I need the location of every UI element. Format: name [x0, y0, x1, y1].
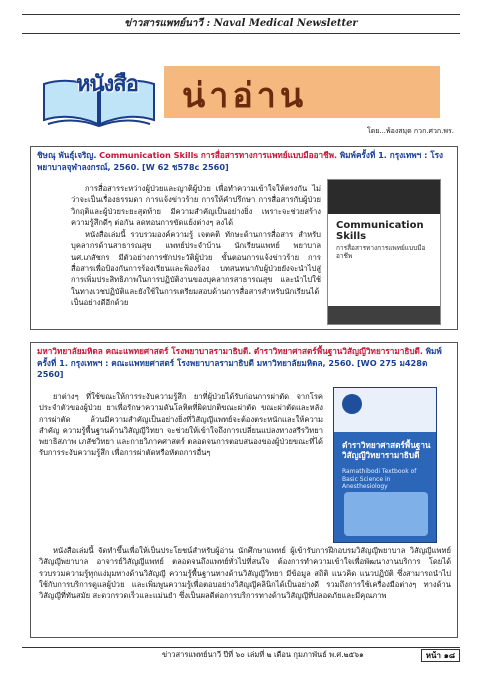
review-1-body — [71, 183, 321, 309]
review-1-paragraph: หนังสือเล่มนี้ รวบรวมองค์ความรู้ เจตคติ ทักษะด้านการสื่อสาร สำหรับบุคลากรด้านสาธารณสุข แพทย์ประจำบ้าน นักเรียนแพทย์ พยาบาล นศ.เภสัชกร มีตัวอย่างการซักประวัติผู้ป่วย ขั้นตอนการแจ้งข่าวร้าย การสื่อสารเพื่อป้องกันการร้องเรียนและฟ้องร้อง บทสนทนากับผู้ป่วยยังจะนำไปสู่การเพิ่มประสิทธิภาพในการปฏิบัติงานของบุคลากรสาธารณสุข และนำไปใช้ในทางเวชปฏิบัติและยังใช้ในการเตรียมสอบด้านการสื่อสารสำหรับนักเรียนได้เป็นอย่างดีอีกด้วย — [71, 230, 321, 307]
review-2-citation — [31, 343, 457, 383]
review-2-author: มหาวิทยาลัยมหิดล คณะแพทยศาสตร์ โรงพยาบาลรามาธิบดี. — [37, 346, 252, 356]
review-2-book-cover — [333, 387, 437, 543]
running-header-text: ข่าวสารแพทย์นาวี : Naval Medical Newsletter — [124, 18, 358, 29]
review-2-paragraph: ยาต่างๆ ที่ใช้ขณะให้การระงับความรู้สึก ยาที่ผู้ป่วยได้รับก่อนการผ่าตัด จากโรคประจำตัวของผู้ป่วย ยาเพื่อรักษาความดันโลหิตที่ผิดปกติขณะผ่าตัด ขณะผ่าตัดและหลังการผ่าตัด ล้วนมีความสำคัญเป็นอย่างยิ่งที่วิสัญญีแพทย์จะต้องตระหนักและให้ความสำคัญ ความรู้พื้นฐานด้านวิสัญญีวิทยา จะช่วยให้เข้าใจถึงการเปลี่ยนแปลงทางสรีรวิทยา พยาธิสภาพ เภสัชวิทยา และกายวิภาคศาสตร์ ตลอดจนการตอบสนองของผู้ป่วยขณะที่ได้รับการระงับความรู้สึก เพื่อการผ่าตัดหรือหัตถการอื่นๆ — [39, 392, 323, 458]
review-1-paragraph: การสื่อสารระหว่างผู้ป่วยและญาติผู้ป่วย เพื่อทำความเข้าใจให้ตรงกัน ไม่ว่าจะเป็นเรื่องธรรมดา การแจ้งข่าวร้าย การให้คำปรึกษา การสื่อสารกับผู้ป่วยวิกฤติและผู้ป่วยระยะสุดท้าย มีความสำคัญเป็นอย่างยิ่ง เพราะจะช่วยสร้างความรู้สึกดีๆ ต่อกัน ลดทอนการขัดแย้งต่างๆ ลงได้ — [71, 184, 321, 227]
review-2-title-th: ตำราวิทยาศาสตร์พื้นฐานวิสัญญีวิทยารามาธิบดี. — [253, 346, 423, 356]
review-2-paragraph: หนังสือเล่มนี้ จัดทำขึ้นเพื่อให้เป็นประโยชน์สำหรับผู้อ่าน นักศึกษาแพทย์ ผู้เข้ารับการฝึกอบรมวิสัญญีพยาบาล วิสัญญีแพทย์ วิสัญญีพยาบาล อาจารย์วิสัญญีแพทย์ ตลอดจนถึงแพทย์ทั่วไปที่สนใจ ต้องการทำความเข้าใจเพื่อพัฒนางานบริการ โดยได้รวบรวมความรู้ทุกแง่มุมทางด้านวิสัญญี ความรู้พื้นฐานทางด้านวิสัญญีวิทยา มีข้อมูล สถิติ แนวคิด แนวปฏิบัติ ซึ่งสามารถนำไปใช้กับการบริการดูแลผู้ป่วย และเพิ่มพูนความรู้เพื่อตอบอย่างวิสัญญีคลินิกได้เป็นอย่างดี รวมถึงการใช้เครื่องมือต่างๆ ทางด้านวิสัญญีที่ทันสมัย สะดวกรวดเร็วและแม่นยำ ซึ่งเป็นผลดีต่อการบริการทางด้านวิสัญญีที่ปลอดภัยและมีคุณภาพ — [39, 546, 451, 601]
cover-bar — [328, 306, 440, 324]
issue-info: ข่าวสารแพทย์นาวี ปีที่ ๖๐ เล่มที่ ๒ เดือน กุมภาพันธ์ พ.ศ.๒๕๖๑ — [162, 650, 364, 659]
column-title-box — [164, 66, 440, 118]
review-1-cover-subtitle: การสื่อสารทางการแพทย์แบบมืออาชีพ — [336, 244, 426, 260]
column-masthead — [40, 62, 440, 132]
review-2-cover-subtitle: Ramathibodi Textbook of Basic Science in Anesthesiology — [342, 468, 417, 490]
review-2-edition: พิมพ์ครั้งที่ 1. กรุงเทพฯ : คณะแพทยศาสตร์ โรงพยาบาลรามาธิบดี มหาวิทยาลัยมหิดล, 2560. — [37, 346, 442, 368]
review-1-author: ชิษณุ พันธุ์เจริญ. — [37, 150, 97, 160]
review-1-title-en: Communication Skills — [99, 150, 199, 160]
review-1-cover-title: Communication Skills — [336, 220, 424, 242]
review-2 — [30, 342, 458, 638]
review-2-call-number: [WO 275 ม428ต 2560] — [37, 357, 428, 379]
cover-illustration — [344, 492, 428, 536]
review-2-cover-title: ตำราวิทยาศาสตร์พื้นฐานวิสัญญีวิทยารามาธิบดี — [342, 440, 431, 460]
review-1 — [30, 146, 458, 330]
review-1-title-th: การสื่อสารทางการแพทย์แบบมืออาชีพ. — [200, 150, 338, 160]
column-icon-label: หนังสือ — [76, 72, 138, 97]
review-1-edition: พิมพ์ครั้งที่ 1. กรุงเทพฯ : โรงพยาบาลจุฬาลงกรณ์, 2560. — [37, 150, 444, 172]
byline: โดย...พ้องสมุด กวก.ศวก.พร. — [366, 127, 454, 135]
page-number: หน้า ๑๘ — [421, 649, 460, 662]
page-footer — [22, 647, 460, 661]
review-1-book-cover — [327, 179, 441, 325]
cover-logo — [342, 394, 362, 414]
running-header — [22, 14, 460, 34]
column-title: น่าอ่าน — [182, 76, 308, 116]
cover-band — [328, 180, 440, 214]
review-1-call-number: [W 62 ช578c 2560] — [142, 161, 229, 172]
review-1-citation — [31, 147, 457, 175]
